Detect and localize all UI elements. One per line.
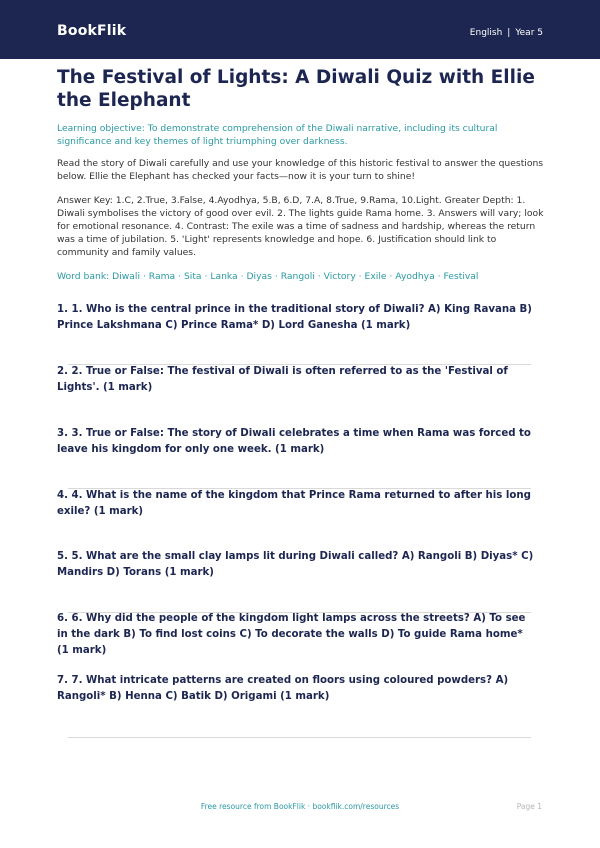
question-2: 2. 2. True or False: The festival of Diwali is often referred to as the 'Festival of Lights'. (1 mark) [57, 366, 508, 393]
learning-objective: Learning objective: To demonstrate comprehension of the Diwali narrative, including its cultural significance and key themes of light triumphing over darkness. [57, 123, 498, 147]
word-bank: Word bank: Diwali · Rama · Sita · Lanka · Diyas · Rangoli · Victory · Exile · Ayodhya · Festival [57, 271, 479, 282]
page-title: The Festival of Lights: A Diwali Quiz with Ellie the Elephant [57, 67, 535, 111]
question-3: 3. 3. True or False: The story of Diwali celebrates a time when Rama was forced to leave his kingdom for only one week. (1 mark) [57, 428, 531, 455]
question-5: 5. 5. What are the small clay lamps lit during Diwali called? A) Rangoli B) Diyas* C) Mandirs D) Torans (1 mark) [57, 551, 534, 578]
question-7: 7. 7. What intricate patterns are created on floors using coloured powders? A) Rangoli* B) Henna C) Batik D) Origami (1 mark) [57, 675, 509, 702]
answer-key: Answer Key: 1.C, 2.True, 3.False, 4.Ayodhya, 5.B, 6.D, 7.A, 8.True, 9.Rama, 10.Light. Greater Depth: 1. Diwali symbolises the victory of good over evil. 2. The lights guide Rama home. 3. Answers will vary; look for emotional resonance. 4. Contrast: The exile was a time of sadness and hardship, whereas the return was a time of jubilation. 5. 'Light' represents knowledge and hope. 6. Justification should link to community and family values. [57, 195, 544, 258]
footer-resource-link[interactable]: Free resource from BookFlik · bookflik.com/resources [200, 802, 400, 811]
year-label: Year 5 [515, 28, 543, 38]
question-4: 4. 4. What is the name of the kingdom that Prince Rama returned to after his long exile? (1 mark) [57, 490, 531, 517]
page-header [0, 0, 600, 59]
page-number: Page 1 [516, 802, 542, 811]
answer-line-7[interactable] [68, 737, 531, 738]
question-6: 6. 6. Why did the people of the kingdom light lamps across the streets? A) To see in the dark B) To find lost coins C) To decorate the walls D) To guide Rama home* (1 mark) [57, 613, 526, 656]
brand-logo[interactable]: BookFlik [57, 23, 127, 39]
meta-separator: | [507, 28, 511, 38]
question-1: 1. 1. Who is the central prince in the traditional story of Diwali? A) King Ravana B) Prince Lakshmana C) Prince Rama* D) Lord Ganesha (1 mark) [57, 304, 532, 331]
subject-label: English [469, 28, 503, 38]
subject-year-label [470, 28, 543, 38]
intro-text: Read the story of Diwali carefully and use your knowledge of this historic festival to answer the questions below. Ellie the Elephant has checked your facts—now it is your turn to shine! [57, 158, 544, 182]
